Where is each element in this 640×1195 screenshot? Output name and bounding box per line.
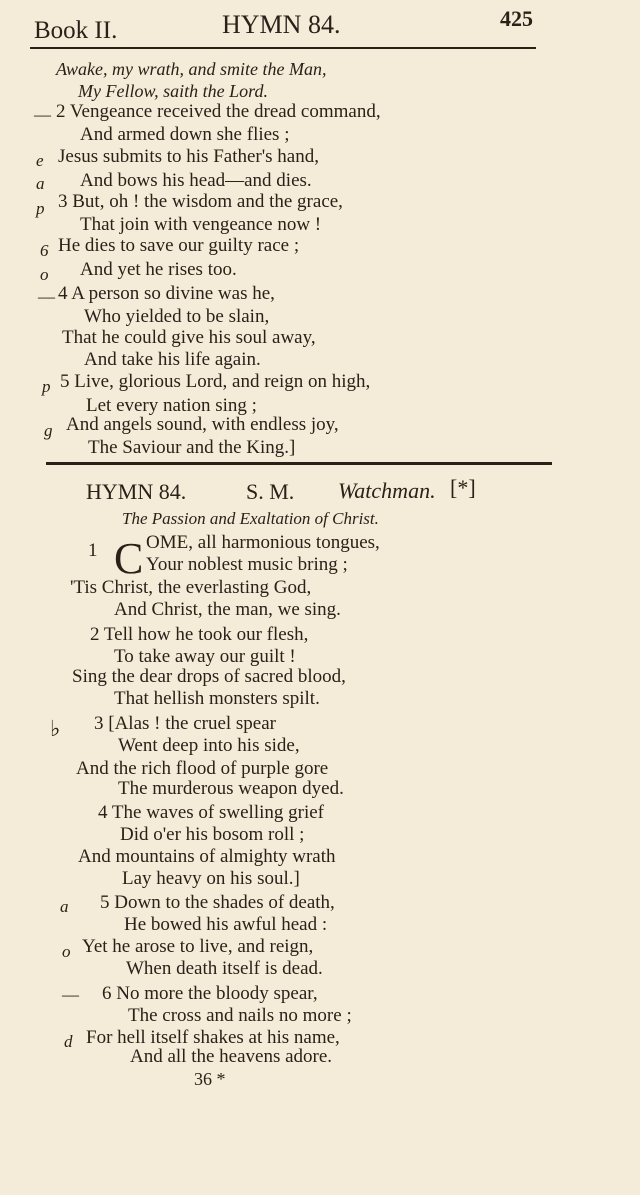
verse-line: He bowed his awful head :: [124, 914, 328, 935]
verse-line: The Saviour and the King.]: [88, 437, 296, 458]
verse-line: Awake, my wrath, and smite the Man,: [56, 59, 327, 79]
flat-mark: ♭: [50, 716, 61, 741]
drop-cap: C: [114, 534, 144, 583]
verse-line: Yet he arose to live, and reign,: [82, 936, 314, 957]
verse-line: When death itself is dead.: [126, 958, 323, 979]
dynamic-mark: d: [64, 1032, 73, 1051]
hymn-meter: S. M.: [246, 479, 295, 504]
hymn-title: HYMN 84.: [86, 479, 187, 504]
verse-line: 'Tis Christ, the everlasting God,: [70, 577, 312, 598]
verse-line: And armed down she flies ;: [80, 124, 290, 145]
verse-line: To take away our guilt !: [114, 646, 296, 667]
verse-line: That hellish monsters spilt.: [114, 688, 320, 709]
hymn-tune: Watchman.: [338, 478, 436, 503]
dynamic-mark: —: [38, 287, 55, 306]
dynamic-mark: —: [62, 985, 79, 1004]
dynamic-mark: —: [34, 105, 51, 124]
dynamic-mark: g: [44, 421, 53, 440]
verse-line: And all the heavens adore.: [130, 1046, 333, 1067]
verse-line: And the rich flood of purple gore: [76, 758, 329, 779]
verse-line: The murderous weapon dyed.: [118, 778, 344, 799]
verse-line: 4 The waves of swelling grief: [98, 802, 325, 823]
verse-line: He dies to save our guilty race ;: [58, 235, 300, 256]
hymn-subtitle: The Passion and Exaltation of Christ.: [122, 509, 379, 528]
dynamic-mark: e: [36, 151, 44, 170]
dynamic-mark: p: [36, 199, 45, 218]
verse-line: Let every nation sing ;: [86, 395, 257, 416]
section-rule: [46, 462, 552, 465]
dynamic-mark: o: [40, 265, 49, 284]
verse-line: The cross and nails no more ;: [128, 1005, 352, 1026]
verse-line: Did o'er his bosom roll ;: [120, 824, 305, 845]
dynamic-mark: a: [60, 897, 69, 916]
verse-line: That join with vengeance now !: [80, 214, 322, 235]
verse-line: My Fellow, saith the Lord.: [78, 81, 268, 101]
dynamic-mark: 6: [40, 241, 49, 260]
page-number: 425: [500, 6, 533, 31]
header-rule: [30, 47, 536, 49]
running-header-book: Book II.: [34, 17, 118, 44]
dynamic-mark: o: [62, 942, 71, 961]
verse-line: Went deep into his side,: [118, 735, 300, 756]
verse-line: 3 [Alas ! the cruel spear: [94, 713, 277, 734]
verse-line: And Christ, the man, we sing.: [114, 599, 341, 620]
verse-line: And yet he rises too.: [80, 259, 237, 280]
verse-line: OME, all harmonious tongues,: [146, 532, 380, 553]
verse-line: 5 Down to the shades of death,: [100, 892, 335, 913]
stanza-number: 1: [88, 540, 98, 561]
verse-line: Sing the dear drops of sacred blood,: [72, 666, 346, 687]
verse-line: And mountains of almighty wrath: [78, 846, 336, 867]
verse-line: 6 No more the bloody spear,: [102, 983, 318, 1004]
dynamic-mark: p: [42, 377, 51, 396]
verse-line: Jesus submits to his Father's hand,: [58, 146, 319, 167]
verse-line: Your noblest music bring ;: [146, 554, 348, 575]
verse-line: 5 Live, glorious Lord, and reign on high,: [60, 371, 371, 392]
running-header-hymn: HYMN 84.: [222, 10, 341, 39]
verse-line: And angels sound, with endless joy,: [66, 414, 339, 435]
verse-line: 4 A person so divine was he,: [58, 283, 275, 304]
hymn-tune-mark: [*]: [450, 475, 476, 500]
verse-line: That he could give his soul away,: [62, 327, 316, 348]
verse-line: 3 But, oh ! the wisdom and the grace,: [58, 191, 343, 212]
verse-line: 2 Vengeance received the dread command,: [56, 101, 381, 122]
verse-line: Lay heavy on his soul.]: [122, 868, 300, 889]
verse-line: Who yielded to be slain,: [84, 306, 270, 327]
verse-line: And take his life again.: [84, 349, 261, 370]
verse-line: And bows his head—and dies.: [80, 170, 312, 191]
signature-mark: 36 *: [194, 1069, 226, 1089]
verse-line: For hell itself shakes at his name,: [86, 1027, 340, 1048]
dynamic-mark: a: [36, 174, 45, 193]
verse-line: 2 Tell how he took our flesh,: [90, 624, 309, 645]
